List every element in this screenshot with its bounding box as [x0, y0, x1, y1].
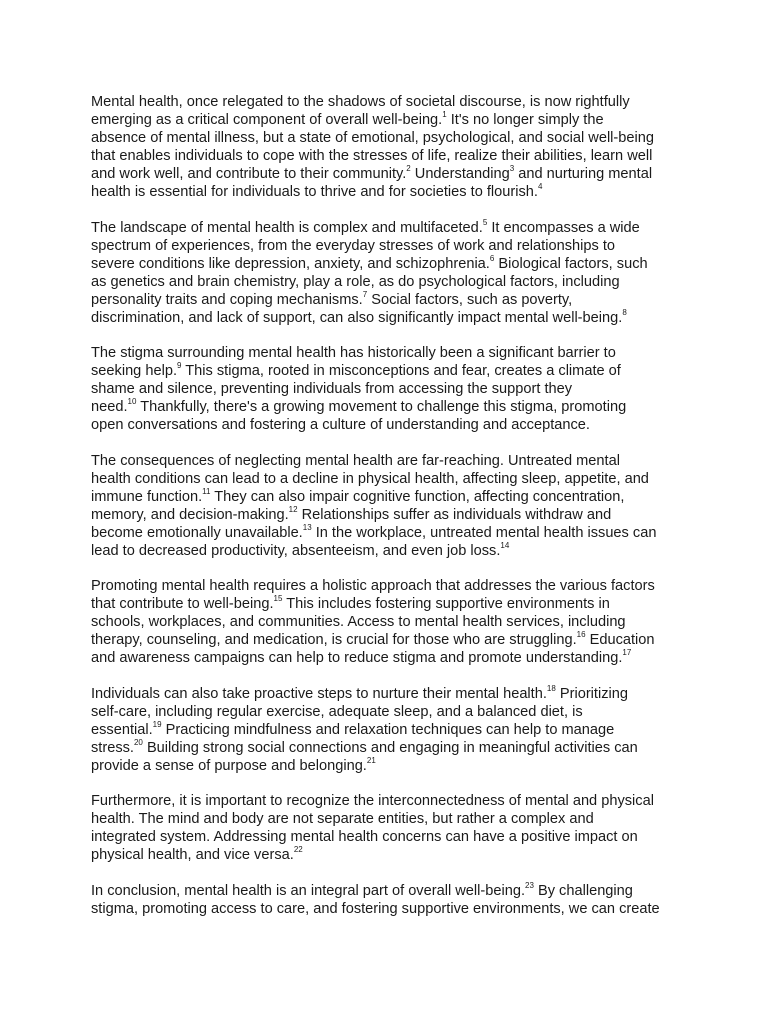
text-run: health conditions can lead to a decline in physical health, affecting sleep, appetite, and	[91, 470, 649, 487]
text-run: Relationships suffer as individuals withdraw and	[297, 506, 612, 523]
footnote-marker: 12	[288, 504, 298, 514]
text-line	[91, 291, 691, 309]
text-line	[91, 309, 691, 327]
text-line	[91, 613, 691, 631]
text-run: Promoting mental health requires a holistic approach that addresses the various factors	[91, 578, 655, 594]
footnote-marker: 21	[366, 755, 376, 765]
footnote-marker: 7	[362, 289, 368, 299]
text-run: lead to decreased productivity, absenteeism, and even job loss.	[91, 542, 501, 559]
text-run: immune function.	[91, 488, 203, 505]
footnote-marker: 5	[482, 217, 488, 227]
text-line	[91, 111, 691, 129]
text-line	[91, 542, 691, 560]
text-line	[91, 147, 691, 165]
text-line	[91, 273, 691, 291]
text-line	[91, 595, 691, 613]
text-run: Mental health, once relegated to the shadows of societal discourse, is now rightfully	[91, 94, 630, 110]
text-run: that contribute to well-being.	[91, 596, 274, 612]
text-run: self-care, including regular exercise, adequate sleep, and a balanced diet, is	[91, 703, 583, 720]
text-run: stress.	[91, 739, 134, 756]
text-run: therapy, counseling, and medication, is crucial for those who are struggling.	[91, 632, 577, 648]
text-run: shame and silence, preventing individuals from accessing the support they	[91, 381, 573, 397]
text-run: health is essential for individuals to thrive and for societies to flourish.	[91, 184, 538, 200]
text-run: The consequences of neglecting mental health are far-reaching. Untreated mental	[91, 452, 620, 469]
text-line	[91, 416, 691, 434]
text-line	[91, 792, 691, 810]
text-run: In conclusion, mental health is an integral part of overall well-being.	[91, 882, 526, 899]
text-line	[91, 685, 691, 703]
footnote-marker: 20	[133, 737, 143, 747]
text-line	[91, 506, 691, 524]
text-line	[91, 757, 691, 775]
paragraph	[91, 685, 691, 775]
text-run: Thankfully, there's a growing movement to challenge this stigma, promoting	[136, 399, 627, 415]
paragraph	[91, 882, 691, 918]
text-run: absence of mental illness, but a state of emotional, psychological, and social well-being	[91, 130, 654, 146]
document-body	[91, 93, 691, 918]
footnote-marker: 3	[509, 164, 515, 174]
text-run: This stigma, rooted in misconceptions and fear, creates a climate of	[181, 363, 621, 379]
text-run: schools, workplaces, and communities. Access to mental health services, including	[91, 614, 626, 630]
paragraph	[91, 344, 691, 434]
text-run: health. The mind and body are not separate entities, but rather a complex and	[91, 811, 594, 827]
paragraph	[91, 792, 691, 864]
text-run: They can also impair cognitive function, affecting concentration,	[210, 488, 625, 505]
text-line	[91, 255, 691, 273]
footnote-marker: 15	[273, 594, 283, 604]
text-line	[91, 900, 691, 918]
text-run: physical health, and vice versa.	[91, 847, 294, 863]
text-line	[91, 165, 691, 183]
text-run: seeking help.	[91, 363, 178, 379]
text-line	[91, 810, 691, 828]
text-line	[91, 882, 691, 900]
text-run: It's no longer simply the	[446, 112, 604, 128]
footnote-marker: 23	[525, 880, 534, 890]
text-run: The stigma surrounding mental health has historically been a significant barrier to	[91, 345, 616, 361]
text-run: personality traits and coping mechanisms.	[91, 291, 363, 308]
text-line	[91, 470, 691, 488]
text-run: and awareness campaigns can help to reduce stigma and promote understanding.	[91, 650, 623, 666]
text-run: spectrum of experiences, from the everyday stresses of work and relationships to	[91, 237, 615, 254]
text-line	[91, 452, 691, 470]
text-run: Understanding	[410, 166, 510, 182]
text-run: Biological factors, such	[494, 255, 648, 272]
footnote-marker: 2	[406, 164, 411, 174]
text-run: Building strong social connections and engaging in meaningful activities can	[142, 739, 638, 756]
footnote-marker: 6	[489, 253, 495, 263]
text-run: and work well, and contribute to their community.	[91, 166, 407, 182]
text-run: provide a sense of purpose and belonging.	[91, 757, 367, 774]
footnote-marker: 4	[537, 182, 543, 192]
text-line	[91, 488, 691, 506]
paragraph	[91, 577, 691, 667]
text-line	[91, 219, 691, 237]
text-line	[91, 739, 691, 757]
text-run: Education	[585, 632, 655, 648]
text-run: Social factors, such as poverty,	[367, 291, 573, 308]
text-run: stigma, promoting access to care, and fostering supportive environments, we can create	[91, 900, 660, 917]
footnote-marker: 1	[442, 110, 447, 120]
text-run: The landscape of mental health is complex and multifaceted.	[91, 219, 483, 236]
footnote-marker: 10	[127, 397, 137, 407]
footnote-marker: 14	[500, 540, 510, 550]
footnote-marker: 9	[177, 361, 182, 371]
text-line	[91, 649, 691, 667]
text-run: discrimination, and lack of support, can also significantly impact mental well-being.	[91, 309, 623, 326]
footnote-marker: 11	[202, 486, 211, 496]
text-run: Furthermore, it is important to recognize the interconnectedness of mental and physical	[91, 793, 654, 809]
text-line	[91, 721, 691, 739]
text-run: In the workplace, untreated mental health issues can	[311, 524, 657, 541]
footnote-marker: 13	[302, 522, 312, 532]
paragraph	[91, 452, 691, 560]
text-run: emerging as a critical component of overall well-being.	[91, 112, 443, 128]
text-line	[91, 129, 691, 147]
text-run: Practicing mindfulness and relaxation techniques can help to manage	[161, 721, 615, 738]
paragraph	[91, 93, 691, 201]
text-line	[91, 524, 691, 542]
text-line	[91, 846, 691, 864]
text-run: that enables individuals to cope with the stresses of life, realize their abilities, learn well	[91, 148, 653, 164]
text-line	[91, 362, 691, 380]
text-line	[91, 398, 691, 416]
text-line	[91, 183, 691, 201]
text-line	[91, 631, 691, 649]
text-run: This includes fostering supportive environments in	[282, 596, 610, 612]
text-line	[91, 380, 691, 398]
text-line	[91, 93, 691, 111]
footnote-marker: 18	[546, 683, 556, 693]
text-run: memory, and decision-making.	[91, 506, 289, 523]
text-line	[91, 828, 691, 846]
text-line	[91, 703, 691, 721]
footnote-marker: 17	[622, 648, 632, 658]
text-run: and nurturing mental	[514, 166, 653, 182]
footnote-marker: 8	[622, 307, 627, 317]
text-line	[91, 344, 691, 362]
text-run: essential.	[91, 721, 153, 738]
text-run: It encompasses a wide	[487, 219, 640, 236]
footnote-marker: 22	[293, 845, 303, 855]
text-run: as genetics and brain chemistry, play a role, as do psychological factors, including	[91, 273, 620, 290]
text-run: open conversations and fostering a culture of understanding and acceptance.	[91, 417, 590, 433]
footnote-marker: 19	[152, 719, 162, 729]
text-run: Prioritizing	[555, 685, 628, 702]
text-run: Individuals can also take proactive steps to nurture their mental health.	[91, 685, 547, 702]
text-line	[91, 237, 691, 255]
text-run: need.	[91, 399, 128, 415]
text-run: integrated system. Addressing mental health concerns can have a positive impact on	[91, 829, 638, 845]
text-line	[91, 577, 691, 595]
text-run: By challenging	[533, 882, 633, 899]
paragraph	[91, 219, 691, 327]
text-run: become emotionally unavailable.	[91, 524, 303, 541]
text-run: severe conditions like depression, anxiety, and schizophrenia.	[91, 255, 490, 272]
footnote-marker: 16	[576, 630, 586, 640]
